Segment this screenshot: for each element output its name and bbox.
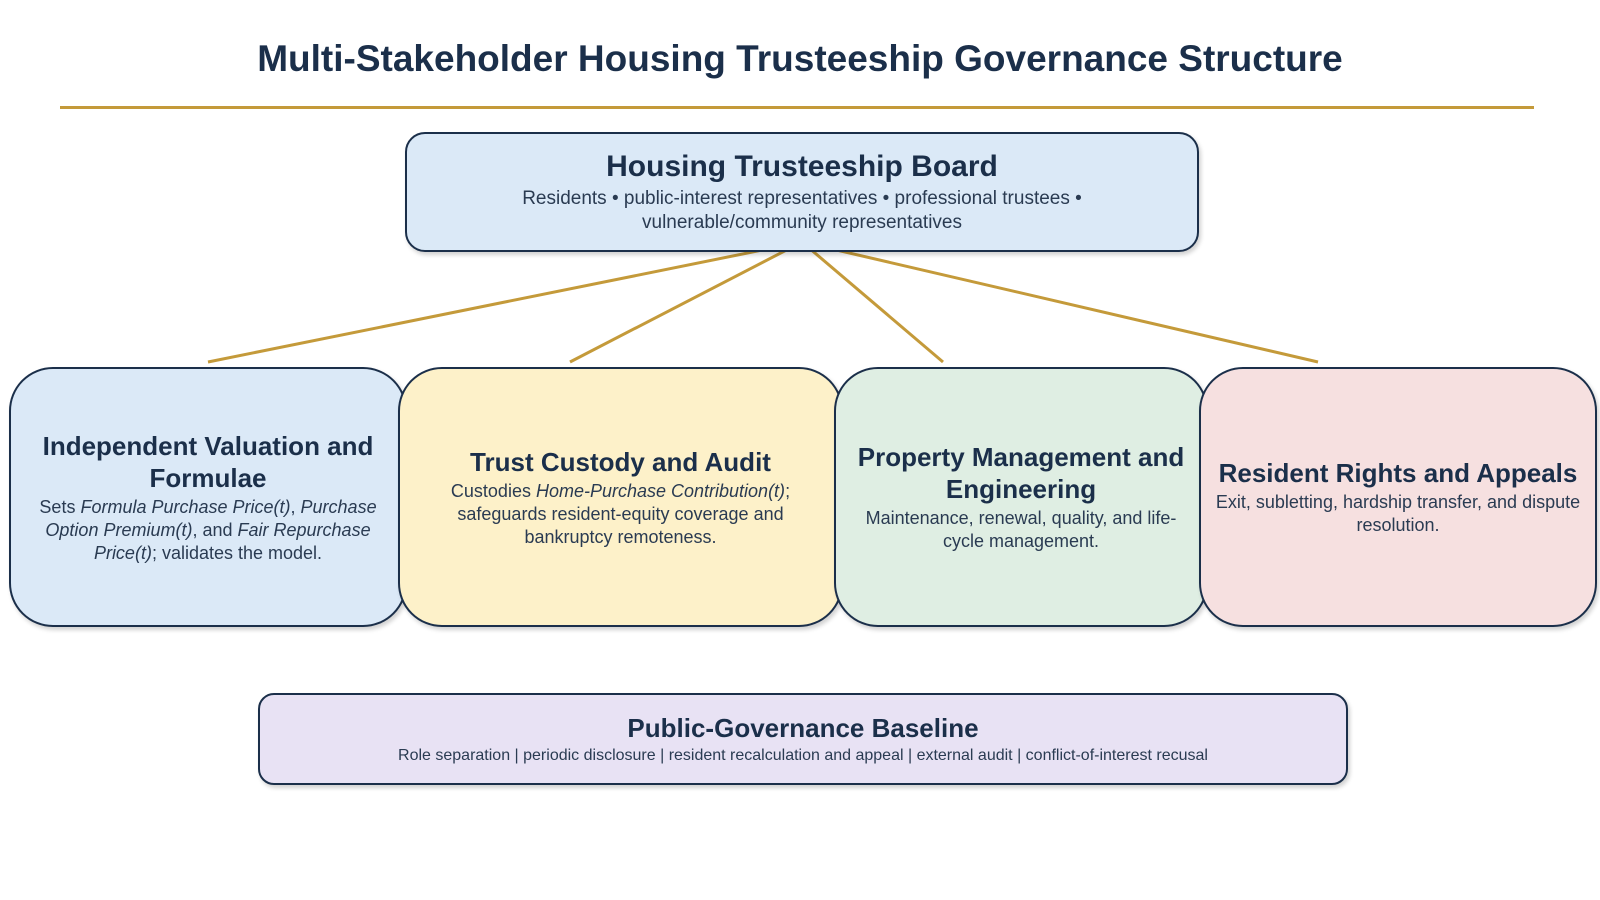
board-box [405, 132, 1199, 252]
connector-to-property [802, 242, 943, 362]
custody-description: Custodies Home-Purchase Contribution(t); safeguards resident-equity coverage and bankruptcy remoteness. [450, 480, 791, 547]
valuation-description: Sets Formula Purchase Price(t), Purchase Option Premium(t), and Fair Repurchase Price(t); validates the model. [39, 496, 377, 563]
rights-box [1199, 367, 1597, 627]
baseline-title: Public-Governance Baseline [627, 713, 979, 743]
page-title: Multi-Stakeholder Housing Trusteeship Governance Structure [257, 38, 1343, 79]
property-description: Maintenance, renewal, quality, and life-cycle management. [865, 508, 1177, 551]
valuation-box [9, 367, 407, 627]
custody-box [398, 367, 843, 627]
custody-title: Trust Custody and Audit [470, 446, 771, 477]
baseline-box [258, 693, 1348, 785]
connector-to-valuation [208, 242, 802, 362]
rights-title: Resident Rights and Appeals [1218, 458, 1578, 488]
board-description: Residents • public-interest representatives • professional trustees • vulnerable/community representatives [522, 188, 1082, 233]
baseline-description: Role separation | periodic disclosure | resident recalculation and appeal | external audit | conflict-of-interest recusal [398, 747, 1208, 764]
connector-to-rights [802, 242, 1318, 362]
property-box [834, 367, 1208, 627]
connector-to-custody [570, 242, 802, 362]
rights-description: Exit, subletting, hardship transfer, and dispute resolution. [1215, 492, 1581, 535]
property-title: Property Management and Engineering [857, 442, 1185, 504]
valuation-title: Independent Valuation and Formulae [42, 430, 374, 493]
board-title: Housing Trusteeship Board [606, 150, 998, 183]
